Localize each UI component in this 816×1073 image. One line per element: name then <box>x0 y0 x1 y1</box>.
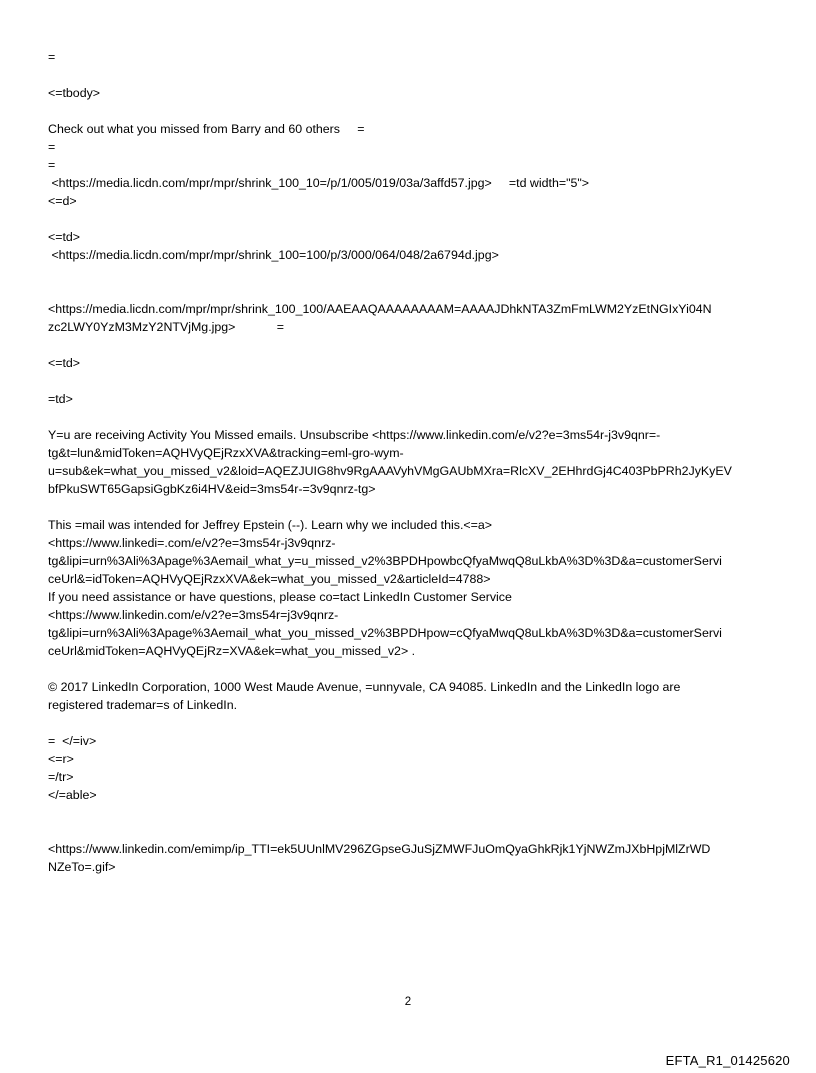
text-line: = <box>48 158 56 172</box>
text-line: =td> <box>48 392 73 406</box>
text-line: registered trademar=s of LinkedIn. <box>48 698 238 712</box>
text-line: <https://media.licdn.com/mpr/mpr/shrink_100_10=/p/1/005/019/03a/3affd57.jpg> =td width="5"> <box>48 176 590 190</box>
text-line: </=able> <box>48 788 97 802</box>
text-line: © 2017 LinkedIn Corporation, 1000 West Maude Avenue, =unnyvale, CA 94085. LinkedIn and the LinkedIn logo are <box>48 680 681 694</box>
text-line: =/tr> <box>48 770 74 784</box>
text-line: Check out what you missed from Barry and 60 others = <box>48 122 365 136</box>
text-line: <=d> <box>48 194 77 208</box>
page-number: 2 <box>404 996 412 1008</box>
text-line: This =mail was intended for Jeffrey Epstein (--). Learn why we included this.<=a> <box>48 518 492 532</box>
text-line: <=td> <box>48 230 81 244</box>
text-line: <https://www.linkedi=.com/e/v2?e=3ms54r-j3v9qnrz- <box>48 536 336 550</box>
text-line: = <box>48 50 56 64</box>
text-line: = <box>48 140 56 154</box>
text-line: If you need assistance or have questions, please co=tact LinkedIn Customer Service <box>48 590 512 604</box>
text-line: Y=u are receiving Activity You Missed emails. Unsubscribe <https://www.linkedin.com/e/v2?e=3ms54r-j3v9qnr=- <box>48 428 661 442</box>
text-line: NZeTo=.gif> <box>48 860 116 874</box>
text-line: <https://media.licdn.com/mpr/mpr/shrink_100_100/AAEAAQAAAAAAAAM=AAAAJDhkNTA3ZmFmLWM2YzEtNGIxYi04N <box>48 302 712 316</box>
text-line: u=sub&ek=what_you_missed_v2&loid=AQEZJUIG8hv9RgAAAVyhVMgGAUbMXra=RlcXV_2EHhrdGj4C403PbPRh2JyKyEV <box>48 464 732 478</box>
bates-number: EFTA_R1_01425620 <box>665 1053 790 1068</box>
text-line: <=r> <box>48 752 74 766</box>
text-line: <=tbody> <box>48 86 101 100</box>
text-line: <https://www.linkedin.com/e/v2?e=3ms54r=j3v9qnrz- <box>48 608 339 622</box>
text-line: bfPkuSWT65GapsiGgbKz6i4HV&eid=3ms54r-=3v9qnrz-tg> <box>48 482 376 496</box>
text-line: <https://www.linkedin.com/emimp/ip_TTI=ek5UUnlMV296ZGpseGJuSjZMWFJuOmQyaGhkRjk1YjNWZmJXbHpjMlZrWD <box>48 842 711 856</box>
text-line: ceUrl&midToken=AQHVyQEjRz=XVA&ek=what_you_missed_v2> . <box>48 644 416 658</box>
text-line: tg&t=lun&midToken=AQHVyQEjRzxXVA&tracking=eml-gro-wym- <box>48 446 404 460</box>
text-line: ceUrl&=idToken=AQHVyQEjRzxXVA&ek=what_you_missed_v2&articleId=4788> <box>48 572 491 586</box>
text-line: zc2LWY0YzM3MzY2NTVjMg.jpg> = <box>48 320 284 334</box>
text-line: <=td> <box>48 356 81 370</box>
text-line: <https://media.licdn.com/mpr/mpr/shrink_100=100/p/3/000/064/048/2a6794d.jpg> <box>48 248 499 262</box>
text-line: tg&lipi=urn%3Ali%3Apage%3Aemail_what_you_missed_v2%3BPDHpow=cQfyaMwqQ8uLkbA%3D%3D&a=customerServi <box>48 626 722 640</box>
text-line: = </=iv> <box>48 734 97 748</box>
text-line: tg&lipi=urn%3Ali%3Apage%3Aemail_what_y=u_missed_v2%3BPDHpowbcQfyaMwqQ8uLkbA%3D%3D&a=customerServi <box>48 554 722 568</box>
